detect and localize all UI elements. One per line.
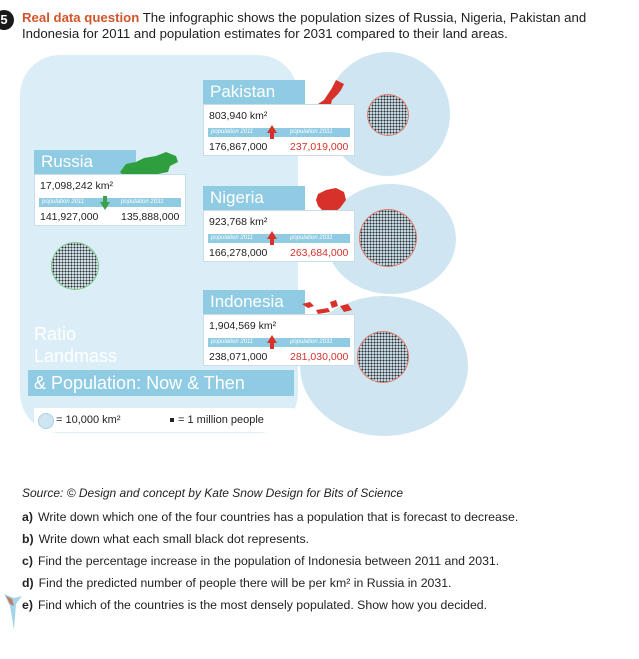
nigeria-pop-2011: 166,278,000	[209, 247, 268, 259]
russia-pop-2011: 141,927,000	[40, 211, 99, 223]
question-number-badge: 5	[0, 10, 14, 30]
question-a	[22, 510, 518, 525]
pakistan-increase-arrow-icon	[267, 125, 277, 133]
infographic-title-line1: Ratio	[34, 324, 77, 344]
indonesia-title: Indonesia	[203, 290, 305, 314]
question-a-text: Write down which one of the four countries has a population that is forecast to decrease.	[37, 510, 519, 524]
pop-label-2031: population 2031	[290, 339, 333, 345]
source-credit: Source: © Design and concept by Kate Snow Design for Bits of Science	[22, 486, 404, 500]
nigeria-population-dots	[360, 210, 416, 266]
pop-label-2031: population 2031	[121, 199, 164, 205]
nigeria-pop-2031: 263,684,000	[290, 247, 349, 259]
pakistan-area: 803,940 km²	[209, 110, 268, 122]
pop-label-2011: population 2011	[211, 129, 254, 135]
question-c-text: Find the percentage increase in the population of Indonesia between 2011 and 2031.	[37, 554, 500, 568]
pakistan-pop-2031: 237,019,000	[290, 141, 349, 153]
russia-population-dots	[52, 243, 98, 289]
question-intro-text: The infographic shows the population sizes of Russia, Nigeria, Pakistan and Indonesia for 2011 and population estimates for 2031 compared to their land areas.	[22, 10, 587, 41]
indonesia-pop-2031: 281,030,000	[290, 351, 349, 363]
indonesia-pop-2011: 238,071,000	[209, 351, 268, 363]
russia-pop-2031: 135,888,000	[121, 211, 180, 223]
russia-decrease-arrow-icon	[100, 202, 110, 210]
indonesia-data-card	[203, 314, 355, 366]
indonesia-arrow-stem	[270, 343, 274, 349]
nigeria-increase-arrow-icon	[267, 231, 277, 239]
infographic-title-line3: & Population: Now & Then	[34, 373, 245, 393]
question-e-text: Find which of the countries is the most densely populated. Show how you decided.	[37, 598, 488, 612]
question-b-text: Write down what each small black dot represents.	[38, 532, 310, 546]
pencil-marker-icon	[2, 592, 24, 632]
indonesia-area: 1,904,569 km²	[209, 320, 277, 332]
infographic-legend	[34, 408, 294, 432]
question-b	[22, 532, 309, 547]
question-c-label: c)	[22, 554, 33, 568]
russia-title: Russia	[34, 150, 136, 174]
question-d	[22, 576, 451, 591]
question-e-label: e)	[22, 598, 33, 612]
pakistan-arrow-stem	[270, 133, 274, 139]
question-e	[22, 598, 487, 613]
russia-area: 17,098,242 km²	[40, 180, 113, 192]
legend-circle-icon	[38, 413, 54, 429]
infographic-title-line2: Landmass	[34, 346, 118, 366]
pop-label-2011: population 2011	[211, 339, 254, 345]
pop-label-2031: population 2031	[290, 235, 333, 241]
pakistan-population-dots	[368, 95, 408, 135]
russia-data-card	[34, 174, 186, 226]
pakistan-data-card	[203, 104, 355, 156]
pop-label-2011: population 2011	[211, 235, 254, 241]
pop-label-2011: population 2011	[42, 199, 85, 205]
nigeria-pop-labels	[208, 234, 350, 243]
pop-label-2031: population 2031	[290, 129, 333, 135]
nigeria-title: Nigeria	[203, 186, 305, 210]
indonesia-population-dots	[358, 332, 408, 382]
russia-pop-labels	[39, 198, 181, 207]
pakistan-title: Pakistan	[203, 80, 305, 104]
pakistan-pop-labels	[208, 128, 350, 137]
question-d-label: d)	[22, 576, 34, 590]
pakistan-pop-2011: 176,867,000	[209, 141, 268, 153]
question-b-label: b)	[22, 532, 34, 546]
infographic-title	[34, 323, 117, 367]
nigeria-area: 923,768 km²	[209, 216, 268, 228]
question-d-text: Find the predicted number of people there will be per km² in Russia in 2031.	[38, 576, 452, 590]
question-tag: Real data question	[22, 10, 140, 25]
indonesia-pop-labels	[208, 338, 350, 347]
indonesia-increase-arrow-icon	[267, 335, 277, 343]
legend-circle-text: = 10,000 km²	[56, 414, 121, 426]
legend-dot-icon	[170, 418, 174, 422]
legend-dot-text: = 1 million people	[178, 414, 264, 426]
nigeria-arrow-stem	[270, 239, 274, 245]
question-c	[22, 554, 499, 569]
question-a-label: a)	[22, 510, 33, 524]
nigeria-data-card	[203, 210, 355, 262]
